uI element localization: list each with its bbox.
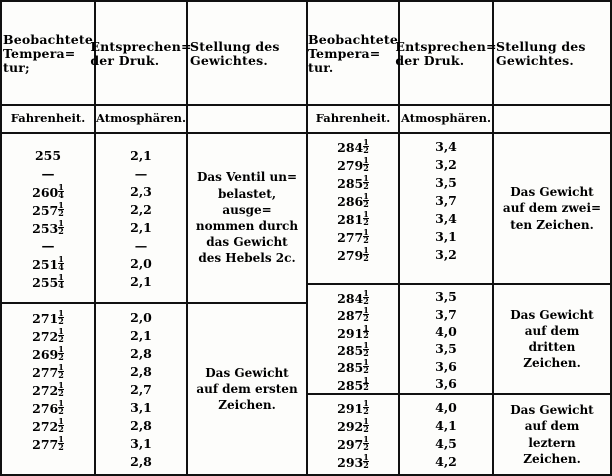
table-cell-pressure: 3,7	[435, 192, 457, 208]
unit-atmospheres-label: Atmosphären.	[96, 111, 186, 126]
table-row: 269 $\frac{1}{2}$	[32, 344, 64, 363]
table-cell-pressure: 3,5	[435, 341, 457, 357]
right-block-2-pressure-column	[400, 285, 494, 393]
table-row: —	[41, 238, 55, 254]
table-row: 255 $\frac{1}{4}$	[32, 272, 64, 291]
right-block-1-pressure-column	[400, 134, 494, 283]
header-weight-position-label: Stellung des Gewichtes.	[190, 38, 280, 68]
table-cell-pressure: 3,1	[130, 435, 152, 451]
table-cell-pressure: 4,1	[435, 417, 457, 433]
table-row: 257 $\frac{1}{2}$	[32, 200, 64, 219]
table-cell-pressure: 3,4	[435, 138, 457, 154]
table-cell-pressure: 2,8	[130, 453, 152, 469]
header-corresponding-pressure-label: Entsprechen= der Druk.	[90, 38, 192, 68]
table-row: 253 $\frac{1}{2}$	[32, 218, 64, 237]
table-row: 260 $\frac{1}{4}$	[32, 182, 64, 201]
right-block-3-note-label: Das Gewicht auf dem leztern Zeichen.	[510, 403, 594, 466]
table-cell-pressure: 3,1	[130, 399, 152, 415]
table-row: 272 $\frac{1}{2}$	[32, 326, 64, 345]
header-corresponding-pressure-right-label: Entsprechen= der Druk.	[395, 38, 497, 68]
table-row: 285 $\frac{1}{2}$	[337, 340, 369, 358]
right-block-2-note-label: Das Gewicht auf dem dritten Zeichen.	[510, 307, 594, 371]
table-row: 291 $\frac{1}{2}$	[337, 322, 369, 341]
table-cell-pressure: 2,1	[130, 147, 152, 163]
right-block-2-note	[494, 285, 610, 393]
table-row: 255	[34, 147, 62, 163]
table-row: 285 $\frac{1}{2}$	[337, 374, 369, 393]
table-row: 285 $\frac{1}{2}$	[337, 173, 369, 192]
right-block-2-temp-column	[308, 285, 400, 393]
left-block-1	[2, 134, 306, 304]
table-cell-pressure: 3,2	[435, 246, 457, 262]
left-block-1-temp-column	[2, 134, 96, 302]
table-row: 279 $\frac{1}{2}$	[337, 245, 369, 264]
table-cell-pressure: 2,8	[130, 417, 152, 433]
unit-fahrenheit-right-label: Fahrenheit.	[315, 111, 391, 126]
table-row: 279 $\frac{1}{2}$	[337, 155, 369, 174]
table-cell-pressure: 3,5	[435, 174, 457, 190]
unit-spacer	[188, 106, 306, 132]
table-cell-pressure: 2,0	[130, 309, 152, 325]
table-row: 251 $\frac{1}{4}$	[32, 254, 64, 273]
unit-fahrenheit	[2, 106, 96, 132]
table-row: 286 $\frac{1}{2}$	[337, 191, 369, 210]
right-block-1-temp-column	[308, 134, 400, 283]
header-corresponding-pressure	[90, 2, 192, 104]
right-block-1-note	[494, 134, 610, 283]
right-block-3-pressure-column	[400, 395, 494, 474]
table-cell-pressure: 3,7	[435, 306, 457, 322]
table-cell-pressure: 3,1	[435, 228, 457, 244]
table-cell-pressure: 4,0	[435, 399, 457, 415]
right-table	[308, 2, 610, 474]
table-cell-pressure: 4,5	[435, 435, 457, 451]
table-row: 297 $\frac{1}{2}$	[337, 434, 369, 453]
left-block-2-pressure-column	[96, 304, 188, 474]
table-row: 281 $\frac{1}{2}$	[337, 209, 369, 228]
unit-fahrenheit-right	[308, 106, 400, 132]
table-row: 292 $\frac{1}{2}$	[337, 416, 369, 435]
right-block-3-note	[494, 395, 610, 474]
table-cell-pressure: 2,1	[130, 273, 152, 289]
table-cell-pressure: 3,4	[435, 210, 457, 226]
table-row: 284 $\frac{1}{2}$	[337, 288, 369, 306]
header-observed-temperature-label: Beobachtete Tempera= tur;	[2, 31, 94, 75]
table-cell-pressure: 2,8	[130, 345, 152, 361]
header-weight-position-right-label: Stellung des Gewichtes.	[496, 38, 586, 68]
unit-spacer-right	[494, 106, 610, 132]
left-block-1-note	[188, 134, 306, 302]
table-row: 271 $\frac{1}{2}$	[32, 308, 64, 327]
right-block-1	[308, 134, 610, 285]
left-block-1-note-label: Das Ventil un= belastet, ausge= nommen durch das Gewicht des Hebels 2c.	[195, 170, 299, 266]
table-row: 272 $\frac{1}{2}$	[32, 416, 64, 435]
header-weight-position	[188, 2, 306, 104]
header-observed-temperature-right	[308, 2, 400, 104]
table-cell-pressure: 2,1	[130, 327, 152, 343]
left-block-2-note	[188, 304, 306, 474]
right-header	[308, 2, 610, 106]
table-row: 285 $\frac{1}{2}$	[337, 357, 369, 376]
header-observed-temperature-right-label: Beobachtete Tempera= tur.	[307, 31, 399, 75]
table-cell-pressure: 4,2	[435, 453, 457, 469]
table-cell-pressure: —	[134, 165, 148, 181]
right-block-1-note-label: Das Gewicht auf dem zwei= ten Zeichen.	[502, 185, 602, 232]
right-unit-band	[308, 106, 610, 134]
table-row: 287 $\frac{1}{2}$	[337, 305, 369, 324]
left-header	[2, 2, 306, 106]
right-block-2	[308, 285, 610, 395]
table-row: 293 $\frac{1}{2}$	[337, 452, 369, 471]
right-block-3-temp-column	[308, 395, 400, 474]
table-row: 284 $\frac{1}{2}$	[337, 137, 369, 156]
table-row: 277 $\frac{1}{2}$	[32, 434, 64, 453]
left-block-2	[2, 304, 306, 474]
table-cell-pressure: 2,1	[130, 219, 152, 235]
left-block-1-pressure-column	[96, 134, 188, 302]
left-block-2-note-label: Das Gewicht auf dem ersten Zeichen.	[196, 365, 298, 413]
table-row: 276 $\frac{1}{2}$	[32, 398, 64, 417]
right-block-3	[308, 395, 610, 474]
table-cell-pressure: 2,3	[130, 183, 152, 199]
table-row: —	[41, 166, 55, 182]
table-cell-pressure: 2,2	[130, 201, 152, 217]
table-row: 277 $\frac{1}{2}$	[32, 362, 64, 381]
table-row: 277 $\frac{1}{2}$	[337, 227, 369, 246]
table-row: 272 $\frac{1}{2}$	[32, 380, 64, 399]
table-cell-pressure: 4,0	[435, 324, 457, 340]
unit-atmospheres-right-label: Atmosphären.	[401, 111, 491, 126]
table-cell-pressure: —	[134, 237, 148, 253]
left-block-2-temp-column	[2, 304, 96, 474]
table-cell-pressure: 2,8	[130, 363, 152, 379]
left-unit-band	[2, 106, 306, 134]
table-cell-pressure: 2,0	[130, 255, 152, 271]
table-cell-pressure: 3,5	[435, 289, 457, 305]
header-observed-temperature	[2, 2, 96, 104]
table-cell-pressure: 3,6	[435, 376, 457, 392]
table-cell-pressure: 3,6	[435, 358, 457, 374]
table-row: 291 $\frac{1}{2}$	[337, 398, 369, 417]
header-weight-position-right	[494, 2, 610, 104]
header-corresponding-pressure-right	[395, 2, 497, 104]
unit-atmospheres	[96, 106, 188, 132]
unit-atmospheres-right	[400, 106, 494, 132]
table-cell-pressure: 2,7	[130, 381, 152, 397]
table-cell-pressure: 3,2	[435, 156, 457, 172]
left-table	[2, 2, 308, 474]
unit-fahrenheit-label: Fahrenheit.	[10, 111, 86, 126]
